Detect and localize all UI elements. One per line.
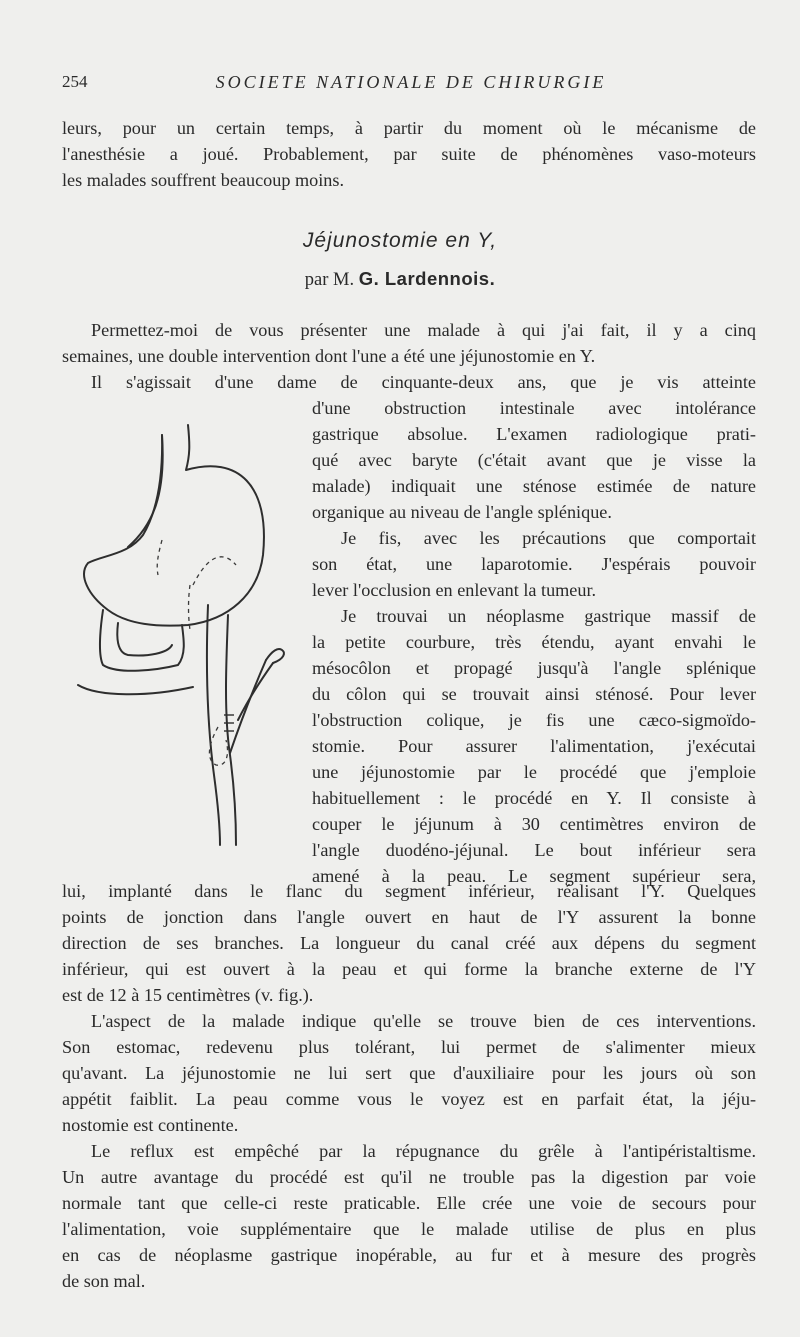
text-line: est de 12 à 15 centimètres (v. fig.).	[62, 985, 314, 1005]
article-author	[0, 268, 800, 291]
text-line: l'obstruction colique, je fis une cæco-sigmoïdo-	[312, 710, 756, 730]
text-line: de son mal.	[62, 1271, 146, 1291]
duodenum-loop	[100, 610, 184, 671]
text-line: Son estomac, redevenu plus tolérant, lui permet de s'alimenter mieux	[62, 1037, 756, 1057]
text-line: du côlon qui se trouvait ainsi sténosé. Pour lever	[312, 684, 756, 704]
text-line: Je fis, avec les précautions que comportait	[341, 528, 756, 548]
text-line: couper le jéjunum à 30 centimètres environ de	[312, 814, 756, 834]
text-line: qué avec baryte (c'était avant que je visse la	[312, 450, 756, 470]
intestine-loop	[78, 685, 193, 694]
author-prefix: par M.	[304, 270, 355, 290]
text-line: normale tant que celle-ci reste praticable. Elle crée une voie de secours pour	[62, 1193, 756, 1213]
text-line: habituellement : le procédé en Y. Il consiste à	[312, 788, 756, 808]
y-right-branch-inner	[238, 663, 273, 720]
duodenum-inner	[117, 623, 172, 656]
dashed-contour-upper	[193, 557, 236, 585]
text-line: les malades souffrent beaucoup moins.	[62, 170, 345, 190]
text-line: lui, implanté dans le flanc du segment inférieur, réalisant l'Y. Quelques	[62, 881, 756, 901]
text-line: semaines, une double intervention dont l'une a été une jéjunostomie en Y.	[62, 346, 596, 366]
dashed-contour-side	[189, 585, 191, 630]
text-line: son état, une laparotomie. J'espérais pouvoir	[312, 554, 756, 574]
text-line: une jéjunostomie par le procédé que j'emploie	[312, 762, 756, 782]
text-line: l'alimentation, voie supplémentaire que le malade utilise de plus en plus	[62, 1219, 756, 1239]
text-line: points de jonction dans l'angle ouvert en haut de l'Y assurent la bonne	[62, 907, 756, 927]
author-name: G. Lardennois.	[358, 268, 496, 289]
text-line: amené à la peau. Le segment supérieur sera,	[312, 866, 756, 886]
text-line: Un autre avantage du procédé est qu'il ne trouble pas la digestion par voie	[62, 1167, 756, 1187]
text-line: mésocôlon et propagé jusqu'à l'angle splénique	[312, 658, 756, 678]
y-left-branch	[207, 605, 220, 845]
text-line: lever l'occlusion en enlevant la tumeur.	[312, 580, 597, 600]
text-line: nostomie est continente.	[62, 1115, 239, 1135]
page-header	[62, 72, 760, 96]
text-line: Permettez-moi de vous présenter une malade à qui j'ai fait, il y a cinq	[91, 320, 756, 340]
text-line: organique au niveau de l'angle splénique.	[312, 502, 612, 522]
text-line: stomie. Pour assurer l'alimentation, j'exécutai	[312, 736, 756, 756]
text-line: d'une obstruction intestinale avec intolérance	[312, 398, 756, 418]
dashed-left-edge	[157, 540, 162, 575]
text-line: direction de ses branches. La longueur du canal créé aux dépens du segment	[62, 933, 756, 953]
text-line: la petite courbure, très étendu, ayant envahi le	[312, 632, 756, 652]
page-number: 254	[62, 72, 88, 91]
stomach-outline	[84, 425, 264, 626]
stoma-tube	[266, 649, 284, 663]
text-line: Il s'agissait d'une dame de cinquante-deux ans, que je vis atteinte	[91, 372, 756, 392]
text-line: leurs, pour un certain temps, à partir du moment où le mécanisme de	[62, 118, 756, 138]
text-line: Je trouvai un néoplasme gastrique massif de	[341, 606, 756, 626]
text-line: L'aspect de la malade indique qu'elle se trouve bien de ces interventions.	[91, 1011, 756, 1031]
text-line: appétit faiblit. La peau comme vous le voyez est en parfait état, la jéju-	[62, 1089, 756, 1109]
y-center-branch	[226, 615, 236, 845]
text-line: inférieur, qui est ouvert à la peau et qui forme la branche externe de l'Y	[62, 959, 756, 979]
running-title: SOCIETE NATIONALE DE CHIRURGIE	[215, 72, 607, 92]
text-line: l'angle duodéno-jéjunal. Le bout inférieur sera	[312, 840, 756, 860]
jejunostomy-figure	[58, 415, 308, 855]
text-line: qu'avant. La jéjunostomie ne lui sert que d'auxiliaire pour les jours où son	[62, 1063, 756, 1083]
text-line: Le reflux est empêché par la répugnance du grêle à l'antipéristaltisme.	[91, 1141, 756, 1161]
text-line: l'anesthésie a joué. Probablement, par suite de phénomènes vaso-moteurs	[62, 144, 756, 164]
article-title: Jéjunostomie en Y,	[302, 229, 498, 252]
text-line: gastrique absolue. L'examen radiologique prati-	[312, 424, 756, 444]
text-line: malade) indiquait une sténose estimée de nature	[312, 476, 756, 496]
y-right-branch-outer	[230, 660, 266, 753]
text-line: en cas de néoplasme gastrique inopérable, au fur et à mesure des progrès	[62, 1245, 756, 1265]
